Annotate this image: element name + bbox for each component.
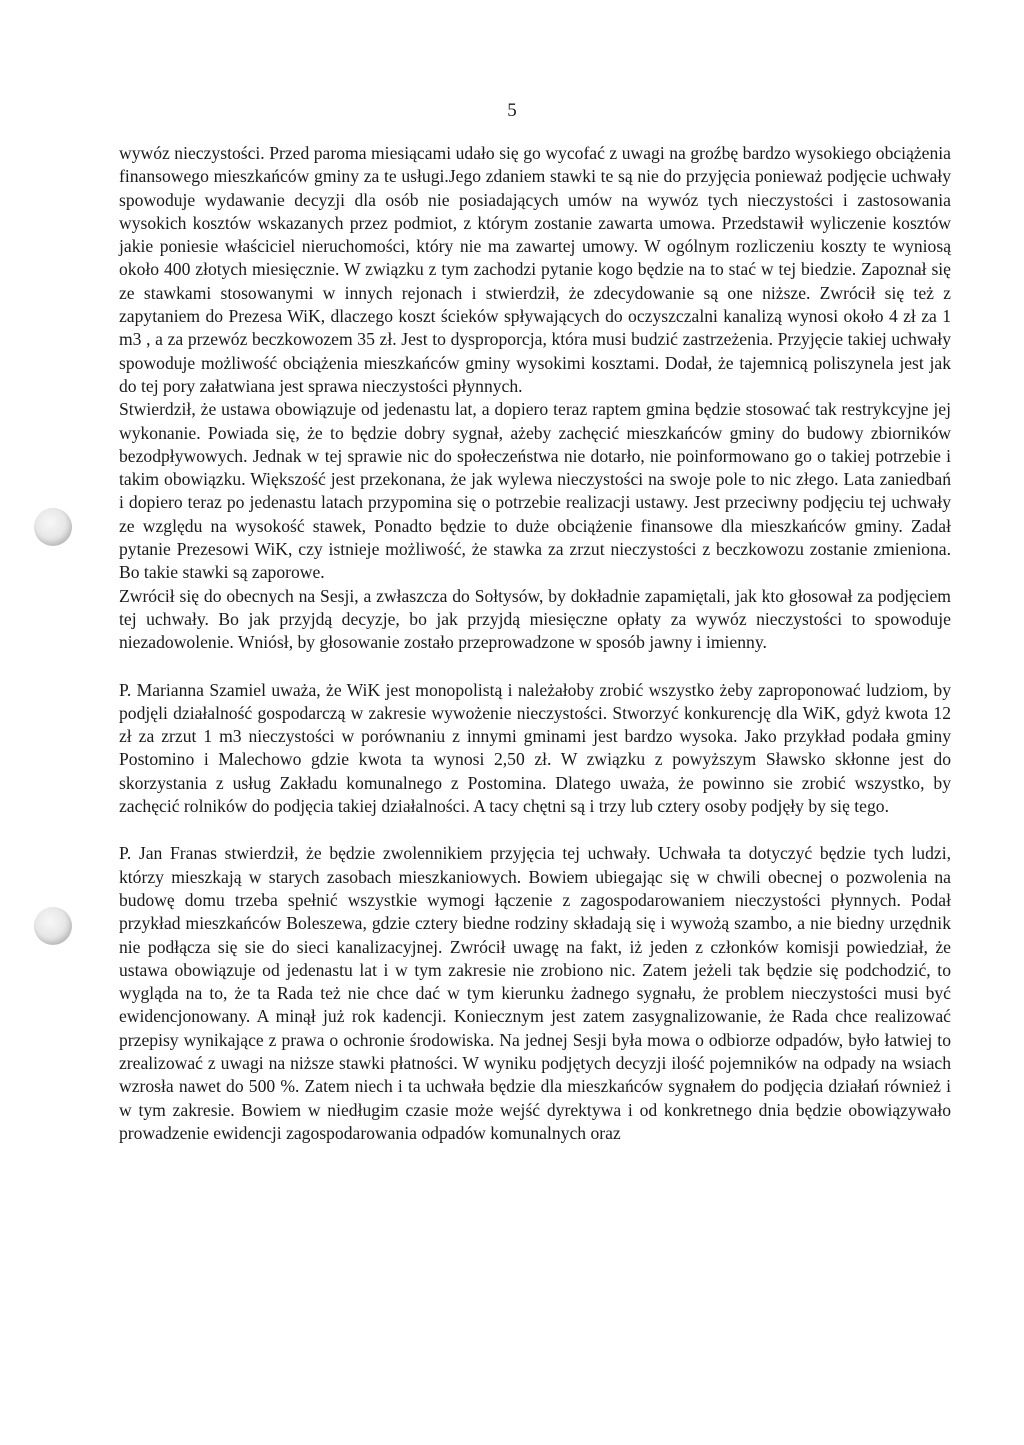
paragraph-3: Zwrócił się do obecnych na Sesji, a zwłaszcza do Sołtysów, by dokładnie zapamiętali, jak kto głosował za podjęciem tej uchwały. Bo jak przyjdą decyzje, bo jak przyjdą miesięczne opłaty za wywóz nieczystości to spowoduje niezadowolenie. Wniósł, by głosowanie zostało przeprowadzone w sposób jawny i imienny. (119, 585, 951, 653)
paragraph-szamiel: P. Marianna Szamiel uważa, że WiK jest monopolistą i należałoby zrobić wszystko żeby zaproponować ludziom, by podjęli działalność gospodarczą w zakresie wywożenie nieczystości. Stworzyć konkurencję dla WiK, gdyż kwota 12 zł za zrzut 1 m3 nieczystości w porównaniu z innymi gminami jest bardzo wysoka. Jako przykład podała gminy Postomino i Malechowo gdzie kwota ta wynosi 2,50 zł. W związku z powyższym Sławsko skłonne jest do skorzystania z usług Zakładu komunalnego z Postomina. Dlatego uważa, że powinno sie zrobić wszystko, by zachęcić rolników do podjęcia takiej działalności. A tacy chętni są i trzy lub cztery osoby podjęły by się tego. (119, 679, 951, 817)
punch-hole-top (34, 508, 72, 546)
paragraph-franas: P. Jan Franas stwierdził, że będzie zwolennikiem przyjęcia tej uchwały. Uchwała ta dotyczyć będzie tych ludzi, którzy mieszkają w starych zasobach mieszkaniowych. Bowiem ubiegając się w chwili obecnej o pozwolenia na budowę domu trzeba spełnić wszystkie wymogi łączenie z zagospodarowaniem nieczystości płynnych. Podał przykład mieszkańców Boleszewa, gdzie cztery biedne rodziny składają się i wywożą szambo, a nie biedny urzędnik nie podłącza się sie do sieci kanalizacyjnej. Zwrócił uwagę na fakt, iż jeden z członków komisji powiedział, że ustawa obowiązuje od jedenastu lat i w tym zakresie nie zrobiono nic. Zatem jeżeli tak będzie się podchodzić, to wygląda na to, że ta Rada też nie chce dać w tym kierunku żadnego sygnału, że problem nieczystości musi być ewidencjonowany. A minął już rok kadencji. Koniecznym jest zatem zasygnalizowanie, że Rada chce realizować przepisy wynikające z prawa o ochronie środowiska. Na jednej Sesji była mowa o odbiorze odpadów, było łatwiej to zrealizować z uwagi na niższe stawki płatności. W wyniku podjętych decyzji ilość pojemników na odpady na wsiach wzrosła nawet do 500 %. Zatem niech i ta uchwała będzie dla mieszkańców sygnałem do podjęcia działań również i w tym zakresie. Bowiem w niedługim czasie może wejść dyrektywa i od konkretnego dnia będzie obowiązywało prowadzenie ewidencji zagospodarowania odpadów komunalnych oraz (119, 843, 951, 1143)
document-body (119, 142, 951, 1145)
punch-hole-bottom (34, 907, 72, 945)
paragraph-1: wywóz nieczystości. Przed paroma miesiącami udało się go wycofać z uwagi na groźbę bardzo wysokiego obciążenia finansowego mieszkańców gminy za te usługi.Jego zdaniem stawki te są nie do przyjęcia ponieważ podjęcie uchwały spowoduje wydawanie decyzji dla osób nie posiadających umów na wywóz tych nieczystości i zastosowania wysokich kosztów wskazanych przez podmiot, z którym zostanie zawarta umowa. Przedstawił wyliczenie kosztów jakie poniesie właściciel nieruchomości, który nie ma zawartej umowy. W ogólnym rozliczeniu koszty te wyniosą około 400 złotych miesięcznie. W związku z tym zachodzi pytanie kogo będzie na to stać w tej biedzie. Zapoznał się ze stawkami stosowanymi w innych rejonach i stwierdził, że zdecydowanie są one niższe. Zwrócił się też z zapytaniem do Prezesa WiK, dlaczego koszt ścieków spływających do oczyszczalni kanalizą wynosi około 4 zł za 1 m3 , a za przewóz beczkowozem 35 zł. Jest to dysproporcja, która musi budzić zastrzeżenia. Przyjęcie takiej uchwały spowoduje możliwość obciążenia mieszkańców gminy wysokimi kosztami. Dodał, że tajemnicą poliszynela jest jak do tej pory załatwiana jest sprawa nieczystości płynnych. (119, 143, 951, 396)
page-number: 5 (507, 100, 517, 121)
paragraph-2: Stwierdził, że ustawa obowiązuje od jedenastu lat, a dopiero teraz raptem gmina będzie stosować tak restrykcyjne jej wykonanie. Powiada się, że to będzie dobry sygnał, ażeby zachęcić mieszkańców gminy do budowy zbiorników bezodpływowych. Jednak w tej sprawie nic do społeczeństwa nie dotarło, nie poinformowano go o takiej potrzebie i takim obowiązku. Większość jest przekonana, że jak wylewa nieczystości na swoje pole to nic złego. Lata zaniedbań i dopiero teraz po jedenastu latach przypomina się o potrzebie realizacji ustawy. Jest przeciwny podjęciu tej uchwały ze względu na wysokość stawek, Ponadto będzie to duże obciążenie finansowe dla mieszkańców gminy. Zadał pytanie Prezesowi WiK, czy istnieje możliwość, że stawka za zrzut nieczystości z beczkowozu zostanie zmieniona. Bo takie stawki są zaporowe. (119, 399, 951, 583)
